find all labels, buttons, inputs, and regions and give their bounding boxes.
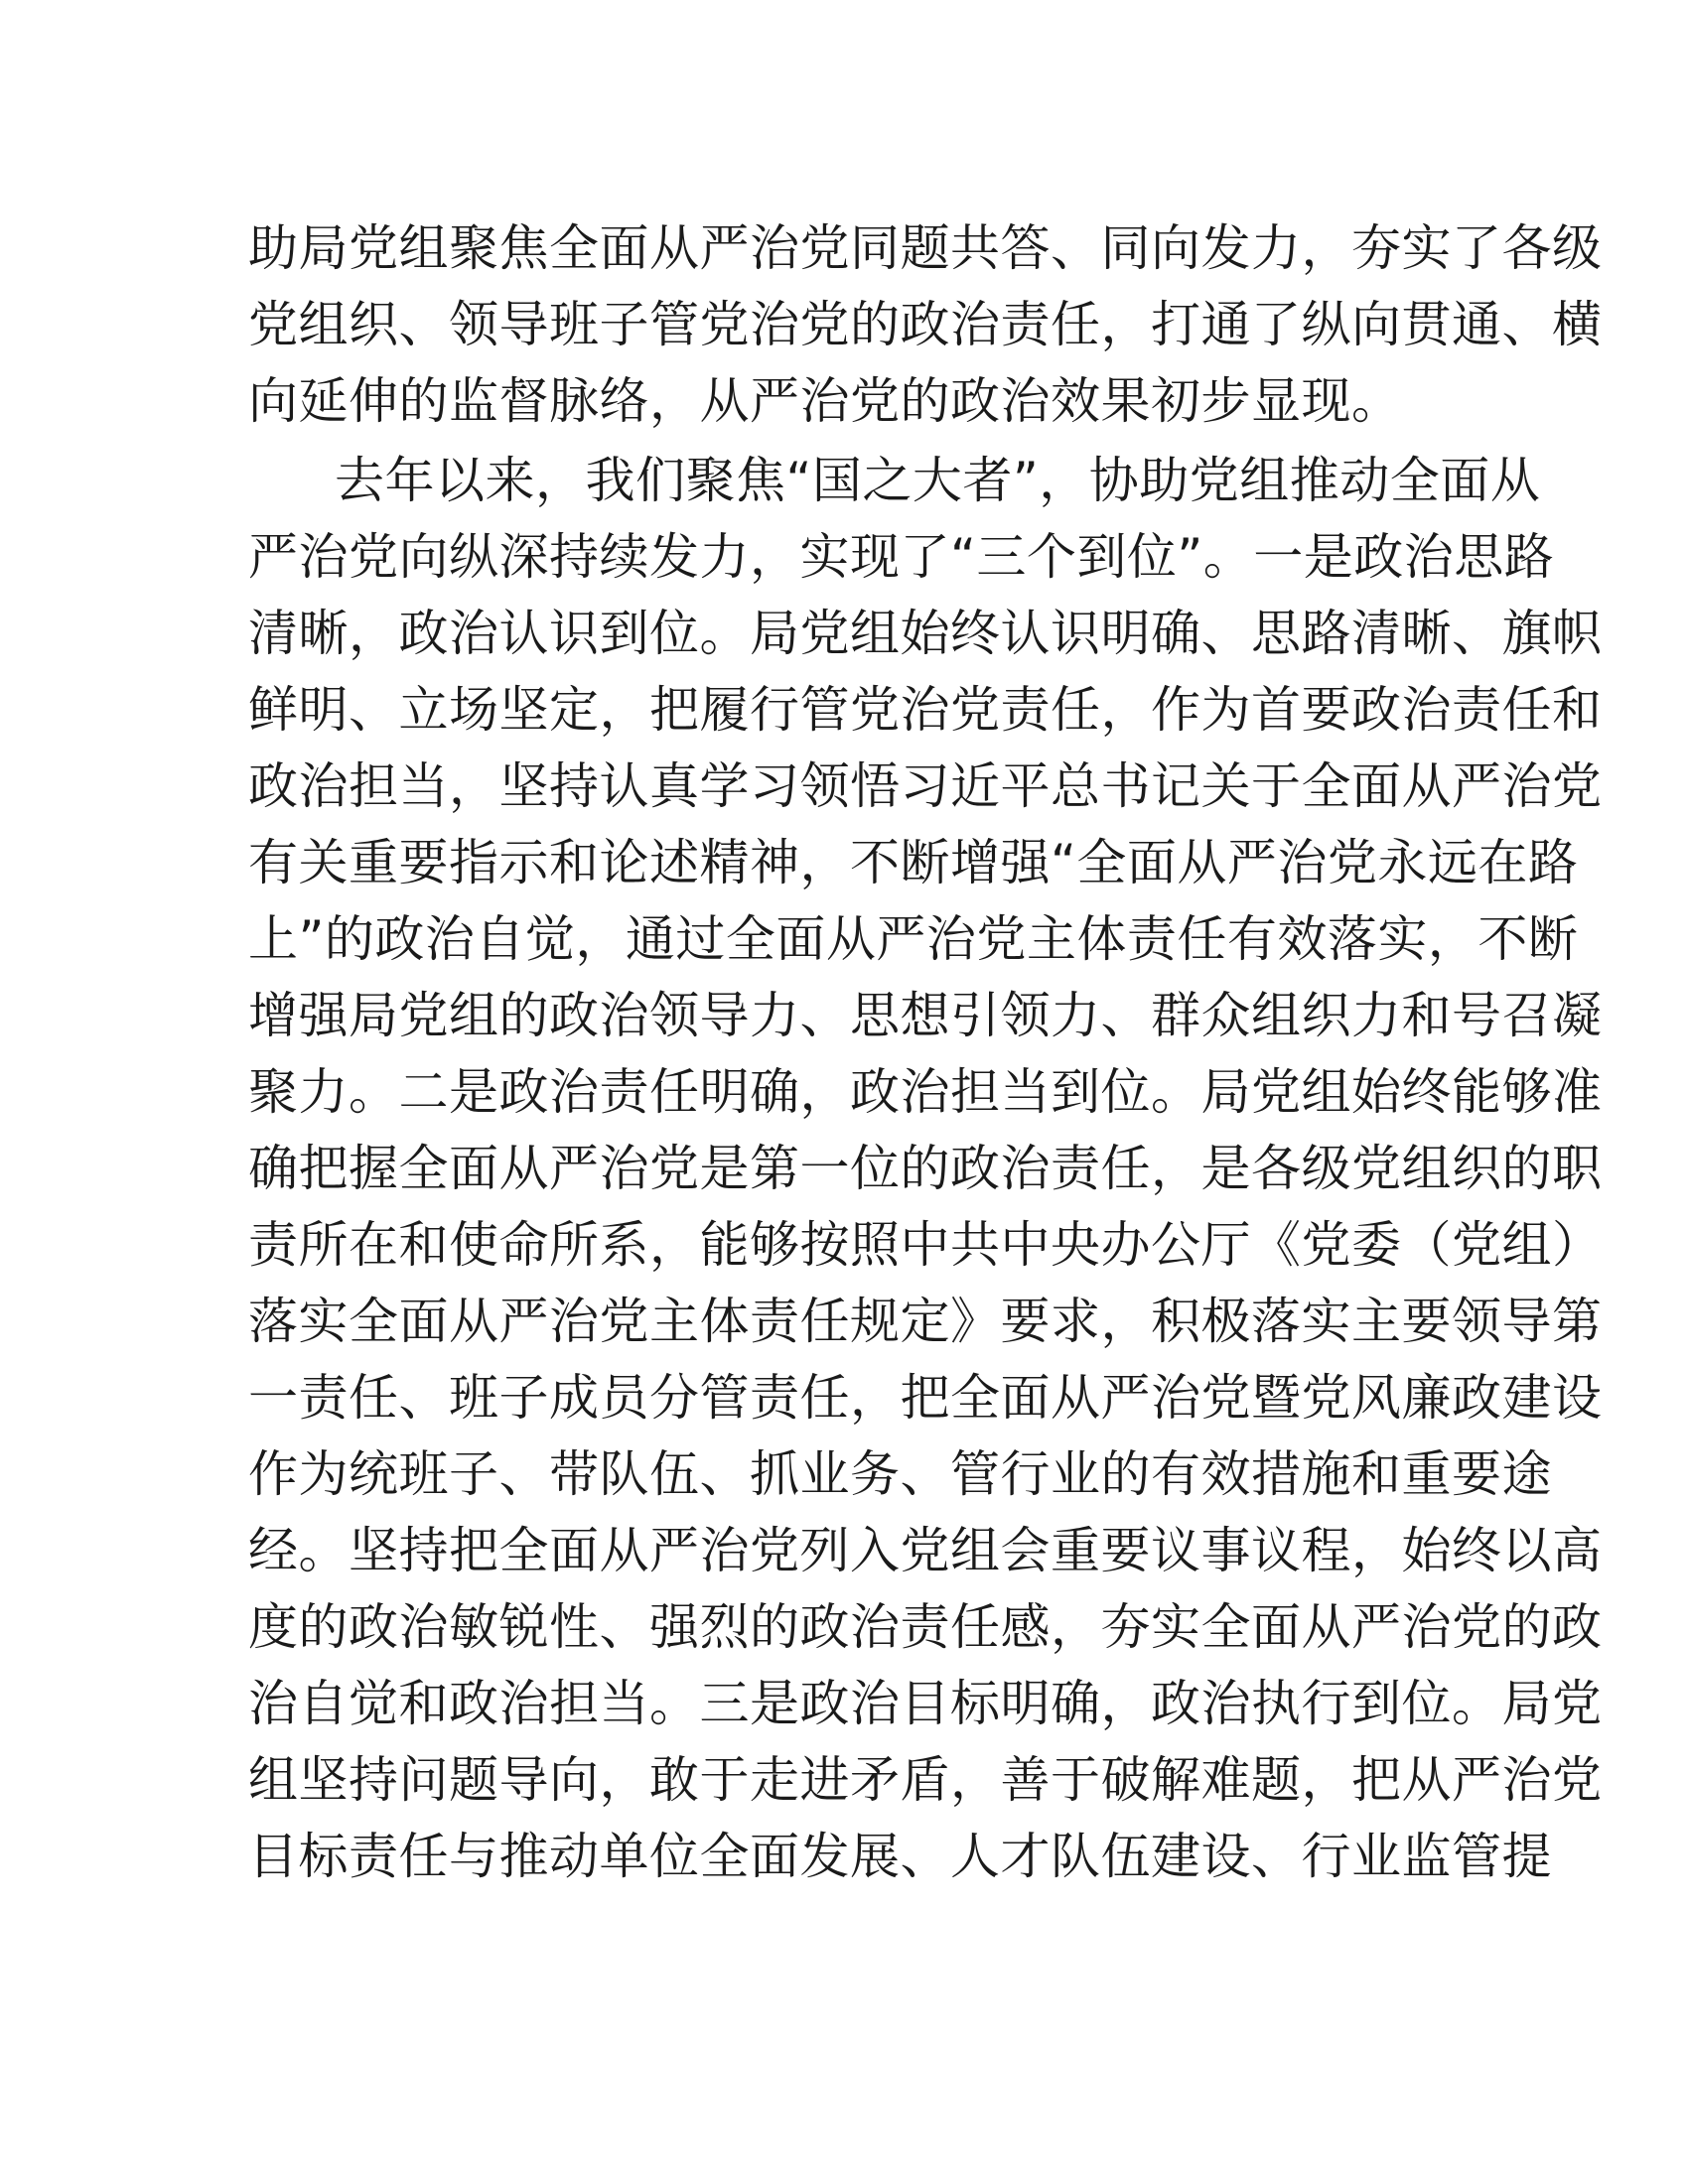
- paragraph-line: 组坚持问题导向，敢于走进矛盾，善于破解难题，把从严治党: [248, 1751, 1603, 1809]
- paragraph-line: 经。坚持把全面从严治党列入党组会重要议事议程，始终以高: [248, 1522, 1603, 1579]
- paragraph-line: 目标责任与推动单位全面发展、人才队伍建设、行业监管提: [248, 1828, 1552, 1885]
- paragraph-line: 落实全面从严治党主体责任规定》要求，积极落实主要领导第: [248, 1293, 1603, 1350]
- paragraph-line: 责所在和使命所系，能够按照中共中央办公厅《党委（党组）: [248, 1216, 1603, 1274]
- paragraph-line: 作为统班子、带队伍、抓业务、管行业的有效措施和重要途: [248, 1445, 1552, 1503]
- paragraph-line: 确把握全面从严治党是第一位的政治责任，是各级党组织的职: [248, 1140, 1603, 1197]
- paragraph-line: 有关重要指示和论述精神，不断增强“全面从严治党永远在路: [248, 834, 1579, 891]
- paragraph-line: 鲜明、立场坚定，把履行管党治党责任，作为首要政治责任和: [248, 681, 1603, 739]
- document-body: [248, 210, 1603, 1895]
- paragraph-line: 向延伸的监督脉络，从严治党的政治效果初步显现。: [248, 372, 1402, 430]
- paragraph-line: 增强局党组的政治领导力、思想引领力、群众组织力和号召凝: [248, 987, 1603, 1044]
- paragraph-line: 助局党组聚焦全面从严治党同题共答、同向发力，夯实了各级: [248, 219, 1603, 277]
- paragraph-line: 聚力。二是政治责任明确，政治担当到位。局党组始终能够准: [248, 1063, 1603, 1121]
- paragraph-1: [248, 210, 1603, 440]
- paragraph-line: 党组织、领导班子管党治党的政治责任，打通了纵向贯通、横: [248, 296, 1603, 353]
- paragraph-line: 一责任、班子成员分管责任，把全面从严治党暨党风廉政建设: [248, 1369, 1603, 1427]
- paragraph-2: [248, 443, 1603, 1895]
- paragraph-line: 度的政治敏锐性、强烈的政治责任感，夯实全面从严治党的政: [248, 1598, 1603, 1656]
- paragraph-line: 治自觉和政治担当。三是政治目标明确，政治执行到位。局党: [248, 1675, 1603, 1732]
- paragraph-line: 清晰，政治认识到位。局党组始终认识明确、思路清晰、旗帜: [248, 605, 1603, 662]
- paragraph-line: 政治担当，坚持认真学习领悟习近平总书记关于全面从严治党: [248, 757, 1603, 815]
- paragraph-line: 上”的政治自觉，通过全面从严治党主体责任有效落实，不断: [248, 910, 1579, 968]
- paragraph-line: 严治党向纵深持续发力，实现了“三个到位”。一是政治思路: [248, 528, 1555, 586]
- paragraph-line: 去年以来，我们聚焦“国之大者”，协助党组推动全面从: [335, 452, 1541, 509]
